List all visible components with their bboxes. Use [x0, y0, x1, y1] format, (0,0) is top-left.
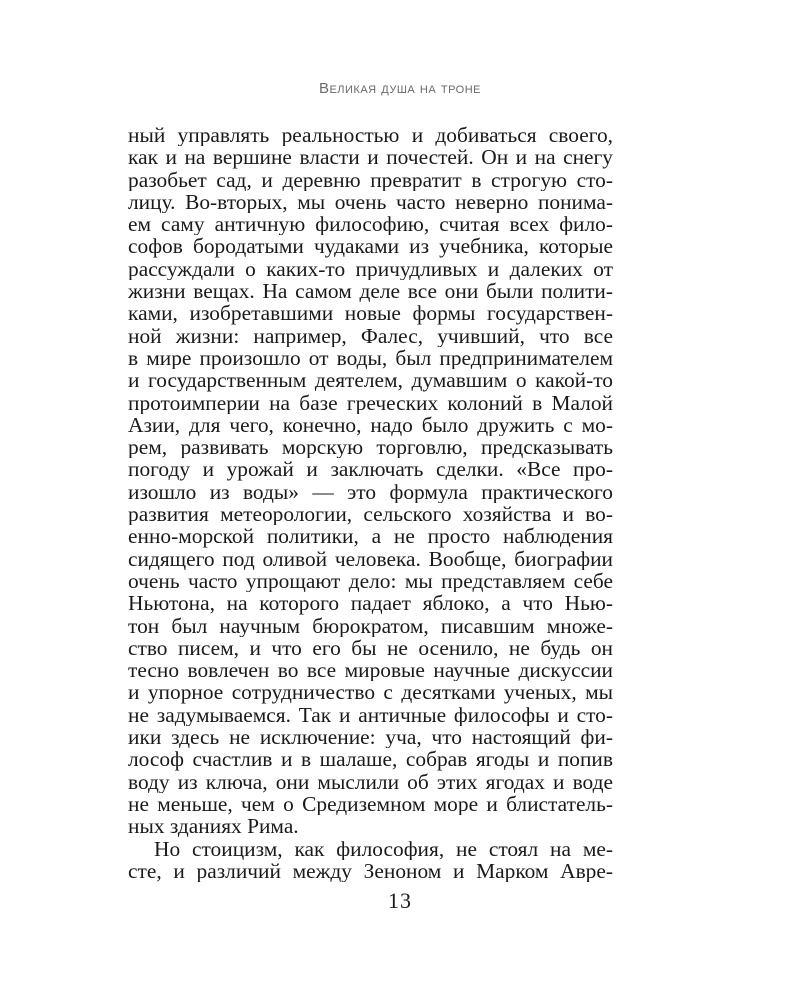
- text-line: рассуждали о каких-то причудливых и далеких от: [128, 257, 613, 281]
- text-line: разобьет сад, и деревню превратит в строгую сто-: [128, 168, 613, 191]
- text-line: сте, и различий между Зеноном и Марком Авре-: [128, 859, 613, 883]
- text-line: тон был научным бюрократом, писавшим множе-: [128, 614, 613, 637]
- text-line: ный управлять реальностью и добиваться своего,: [128, 124, 613, 147]
- text-line: жизни вещах. На самом деле все они были полити-: [128, 280, 613, 303]
- text-line: воду из ключа, они мыслили об этих ягодах и воде: [128, 770, 613, 793]
- text-line: ками, изобретавшими новые формы государствен-: [128, 302, 613, 325]
- text-line: в мире произошло от воды, был предпринимателем: [128, 346, 613, 370]
- text-line: и государственным деятелем, думавшим о какой-то: [128, 369, 613, 392]
- running-title: Великая душа на троне: [318, 80, 482, 97]
- text-line: ем саму античную философию, считая всех фило-: [128, 213, 613, 236]
- text-line: очень часто упрощают дело: мы представляем себе: [128, 569, 613, 593]
- text-line: ных зданиях Рима.: [128, 815, 299, 838]
- text-line: сидящего под оливой человека. Вообще, биографии: [128, 547, 613, 570]
- text-line: как и на вершине власти и почестей. Он и на снегу: [128, 146, 613, 169]
- text-line: изошло из воды» — это формула практического: [128, 480, 613, 504]
- text-line: ство писем, и что его бы не осенило, не будь он: [128, 636, 613, 660]
- text-line: протоимперии на базе греческих колоний в Малой: [128, 391, 613, 414]
- text-line: лософ счастлив и в шалаше, собрав ягоды и попив: [128, 748, 613, 771]
- text-line: Но стоицизм, как философия, не стоял на ме-: [154, 837, 613, 860]
- body-text: [128, 124, 613, 882]
- text-line: рем, развивать морскую торговлю, предсказывать: [128, 436, 613, 459]
- text-line: лицу. Во-вторых, мы очень часто неверно понима-: [128, 190, 613, 214]
- text-line: Ньютона, на которого падает яблоко, а что Нью-: [128, 592, 613, 615]
- text-line: развития метеорологии, сельского хозяйства и во-: [128, 503, 613, 526]
- text-line: енно-морской политики, а не просто наблюдения: [128, 525, 613, 548]
- text-line: тесно вовлечен во все мировые научные дискуссии: [128, 659, 613, 682]
- page-number: 13: [388, 888, 412, 913]
- text-line: не меньше, чем о Средиземном море и блистатель-: [128, 792, 613, 816]
- text-line: ики здесь не исключение: уча, что настоящий фи-: [128, 726, 613, 749]
- text-line: и упорное сотрудничество с десятками ученых, мы: [128, 681, 613, 704]
- text-line: Азии, для чего, конечно, надо было дружить с мо-: [128, 413, 613, 437]
- text-line: погоду и урожай и заключать сделки. «Все про-: [128, 458, 613, 481]
- text-line: ной жизни: например, Фалес, учивший, что все: [128, 324, 613, 347]
- text-line: софов бородатыми чудаками из учебника, которые: [128, 235, 613, 258]
- text-line: не задумываемся. Так и античные философы и сто-: [128, 703, 613, 727]
